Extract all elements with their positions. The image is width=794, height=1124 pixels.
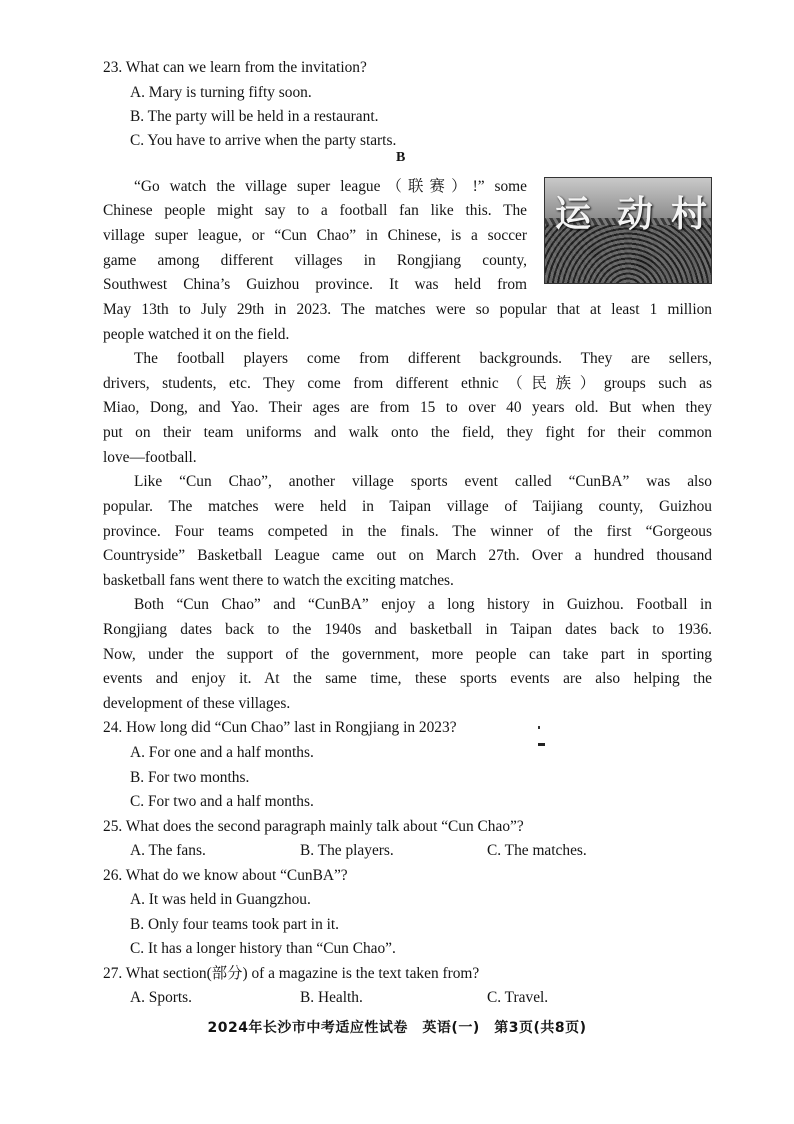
cun-chao-photo	[544, 177, 712, 284]
question-27: 27. What section(部分) of a magazine is the text taken from?	[103, 965, 480, 982]
photo-banner-char: 运	[555, 194, 592, 235]
q27-options	[130, 988, 600, 1008]
passage-p4-line: Both “Cun Chao” and “CunBA” enjoy a long history in Guizhou. Football in	[134, 596, 712, 613]
passage-p3-line: popular. The matches were held in Taipan village of Taijiang county, Guizhou	[103, 498, 712, 515]
q25-option-c: C. The matches.	[487, 842, 587, 859]
print-speck	[538, 743, 545, 746]
q27-option-c: C. Travel.	[487, 989, 549, 1006]
passage-p2-line: love—football.	[103, 449, 197, 466]
q23-option-b: B. The party will be held in a restaurant.	[130, 108, 379, 125]
q25-option-b: B. The players.	[300, 842, 394, 859]
question-23: 23. What can we learn from the invitation?	[103, 59, 367, 76]
q24-option-b: B. For two months.	[130, 769, 250, 786]
q27-option-a: A. Sports.	[130, 989, 192, 1006]
passage-p3-line: basketball fans went there to watch the exciting matches.	[103, 572, 454, 589]
q24-option-c: C. For two and a half months.	[130, 793, 314, 810]
passage-p1-line: May 13th to July 29th in 2023. The matches were so popular that at least 1 million	[103, 301, 712, 318]
q25-options	[130, 841, 600, 861]
photo-banner-char: 村	[671, 194, 708, 235]
passage-p1-line: people watched it on the field.	[103, 326, 290, 343]
passage-p4-line: Rongjiang dates back to the 1940s and basketball in Taipan dates back to 1936.	[103, 621, 712, 638]
passage-p1-line: Chinese people might say to a football fan like this. The	[103, 202, 527, 219]
passage-p4-line: events and enjoy it. At the same time, these sports events are also helping the	[103, 670, 712, 687]
passage-p3-line: Like “Cun Chao”, another village sports event called “CunBA” was also	[134, 473, 712, 490]
q27-option-b: B. Health.	[300, 989, 363, 1006]
q26-option-c: C. It has a longer history than “Cun Chao”.	[130, 940, 396, 957]
passage-p2-line: Miao, Dong, and Yao. Their ages are from 15 to over 40 years old. But when they	[103, 399, 712, 416]
passage-p1-line: game among different villages in Rongjiang county,	[103, 252, 527, 269]
question-25: 25. What does the second paragraph mainly talk about “Cun Chao”?	[103, 818, 524, 835]
q23-option-a: A. Mary is turning fifty soon.	[130, 84, 312, 101]
passage-p3-line: Countryside” Basketball League came out on March 27th. Over a hundred thousand	[103, 547, 712, 564]
passage-p1-line: “Go watch the village super league（联赛）!” some	[134, 178, 527, 195]
photo-banner-char: 动	[617, 194, 654, 235]
question-24: 24. How long did “Cun Chao” last in Rongjiang in 2023?	[103, 719, 457, 736]
q26-option-b: B. Only four teams took part in it.	[130, 916, 340, 933]
page-footer: 2024年长沙市中考适应性试卷 英语(一) 第3页(共8页)	[207, 1020, 587, 1036]
passage-p2-line: The football players come from different backgrounds. They are sellers,	[134, 350, 712, 367]
passage-p2-line: put on their team uniforms and walk onto the field, they fight for their common	[103, 424, 712, 441]
q25-option-a: A. The fans.	[130, 842, 206, 859]
passage-p4-line: development of these villages.	[103, 695, 291, 712]
q23-option-c: C. You have to arrive when the party starts.	[130, 132, 397, 149]
q24-option-a: A. For one and a half months.	[130, 744, 314, 761]
q26-option-a: A. It was held in Guangzhou.	[130, 891, 311, 908]
passage-p3-line: province. Four teams competed in the finals. The winner of the first “Gorgeous	[103, 523, 712, 540]
passage-p1-line: village super league, or “Cun Chao” in Chinese, is a soccer	[103, 227, 527, 244]
passage-p1-line: Southwest China’s Guizhou province. It was held from	[103, 276, 527, 293]
print-speck	[538, 726, 540, 729]
passage-p4-line: Now, under the support of the government, more people can take part in sporting	[103, 646, 712, 663]
question-26: 26. What do we know about “CunBA”?	[103, 867, 348, 884]
section-letter: B	[396, 150, 406, 165]
passage-p2-line: drivers, students, etc. They come from different ethnic（民族）groups such as	[103, 375, 712, 392]
